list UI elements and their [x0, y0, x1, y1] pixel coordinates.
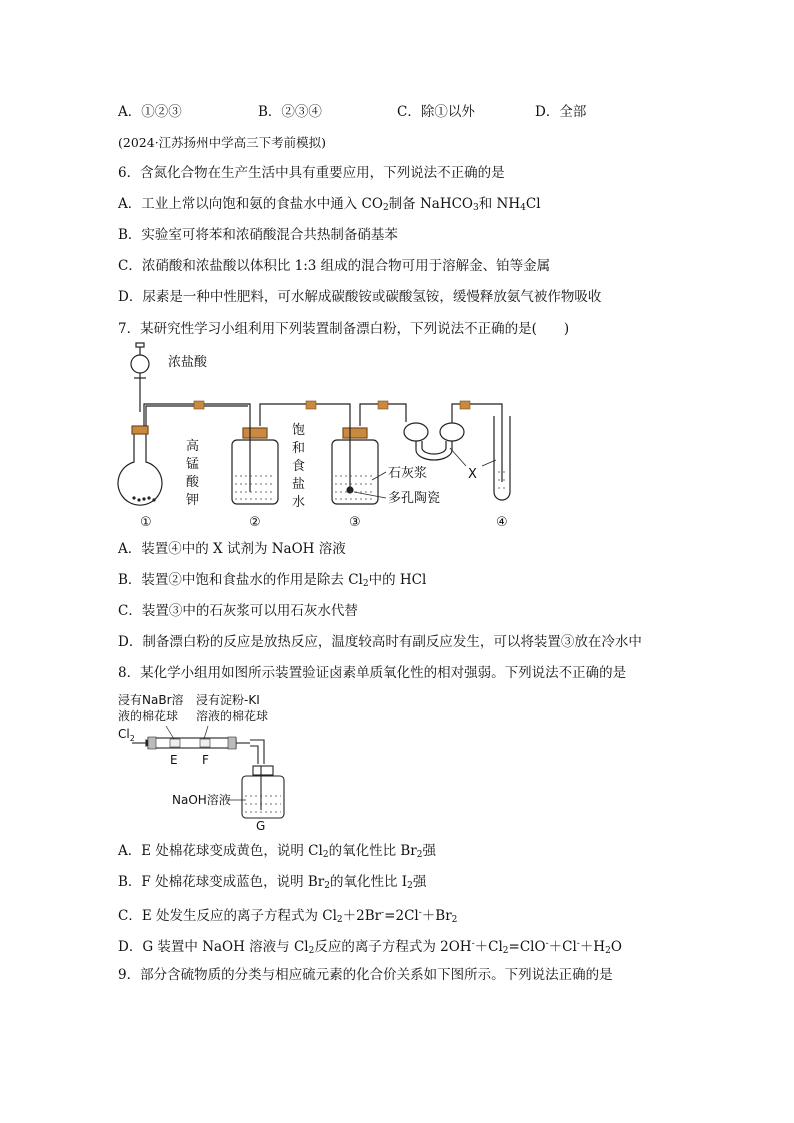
- q8-stem: 8．某化学小组用如图所示装置验证卤素单质氧化性的相对强弱。下列说法不正确的是: [118, 665, 627, 681]
- label-ki-line1: 浸有淀粉-KI: [196, 693, 260, 707]
- q7-option-a: A．装置④中的 X 试剂为 NaOH 溶液: [118, 541, 346, 557]
- q9-stem: 9．部分含硫物质的分类与相应硫元素的化合价关系如下图所示。下列说法正确的是: [118, 967, 613, 983]
- q7-stem: 7．某研究性学习小组利用下列装置制备漂白粉，下列说法不正确的是( ): [118, 321, 570, 337]
- label-nacl-1: 饱: [292, 423, 306, 438]
- label-nabr-line1: 浸有NaBr溶: [118, 693, 184, 707]
- q8-option-c: C．E 处发生反应的离子方程式为 $Cl_2+2Br^-=2Cl^-+Br_2$: [118, 908, 458, 925]
- q8-option-b: B．F 处棉花球变成蓝色，说明 $Br_2$的氧化性比 $I_2$强: [118, 874, 427, 891]
- label-naoh-solution: NaOH溶液: [172, 793, 231, 807]
- label-nacl-3: 食: [292, 459, 306, 474]
- q6-stem: 6．含氮化合物在生产生活中具有重要应用，下列说法不正确的是: [118, 165, 505, 181]
- label-kmno4-4: 钾: [186, 493, 200, 508]
- label-conc-hcl: 浓盐酸: [168, 355, 208, 370]
- q5-options: [118, 103, 678, 121]
- label-porous-ceramic: 多孔陶瓷: [388, 491, 441, 506]
- label-num-4: ④: [496, 515, 508, 530]
- label-f: F: [202, 753, 209, 767]
- q7-option-c: C．装置③中的石灰浆可以用石灰水代替: [118, 603, 358, 619]
- q6-option-d: D．尿素是一种中性肥料，可水解成碳酸铵或碳酸氢铵，缓慢释放氨气被作物吸收: [118, 289, 602, 305]
- q5-option-c: C．除①以外: [397, 104, 475, 120]
- label-num-2: ②: [249, 515, 261, 530]
- q6-option-c: C．浓硝酸和浓盐酸以体积比 1:3 组成的混合物可用于溶解金、铂等金属: [118, 258, 551, 274]
- label-nacl-5: 水: [292, 495, 306, 510]
- label-nacl-2: 和: [292, 441, 306, 456]
- q7-option-b: B．装置②中饱和食盐水的作用是除去 $Cl_2$中的 HCl: [118, 572, 427, 589]
- label-kmno4-2: 锰: [186, 457, 200, 472]
- label-lime-slurry: 石灰浆: [388, 466, 428, 481]
- label-num-3: ③: [349, 515, 361, 530]
- label-num-1: ①: [140, 515, 152, 530]
- q8-option-d: D．G 装置中 NaOH 溶液与 $Cl_2$反应的离子方程式为 $2OH^-+Cl_2=ClO^-+Cl^-+H_2O$: [118, 939, 622, 956]
- q5-option-d: D．全部: [535, 104, 587, 120]
- q8-apparatus-figure: [112, 690, 312, 830]
- source-note: (2024·江苏扬州中学高三下考前模拟): [118, 135, 327, 150]
- label-cl2: $Cl_2$: [118, 727, 135, 743]
- label-kmno4-3: 酸: [186, 475, 200, 490]
- label-nacl-4: 盐: [292, 477, 306, 492]
- label-x: X: [468, 467, 477, 482]
- label-e: E: [170, 753, 178, 767]
- q6-option-a: A．工业上常以向饱和氨的食盐水中通入 $CO_2$制备 NaHCO$_3$和 $NH_4Cl$: [118, 196, 541, 213]
- q6-option-b: B．实验室可将苯和浓硝酸混合共热制备硝基苯: [118, 227, 398, 243]
- label-ki-line2: 溶液的棉花球: [196, 709, 269, 723]
- q5-option-a: A．①②③: [118, 104, 182, 120]
- q5-option-b: B．②③④: [258, 104, 322, 120]
- q8-option-a: A．E 处棉花球变成黄色，说明 $Cl_2$的氧化性比 $Br_2$强: [118, 843, 436, 860]
- label-g: G: [256, 819, 266, 830]
- label-nabr-line2: 液的棉花球: [118, 709, 179, 723]
- label-kmno4-1: 高: [186, 439, 200, 454]
- q7-apparatus-figure: [110, 342, 530, 532]
- q7-option-d: D．制备漂白粉的反应是放热反应，温度较高时有副反应发生，可以将装置③放在冷水中: [118, 634, 642, 650]
